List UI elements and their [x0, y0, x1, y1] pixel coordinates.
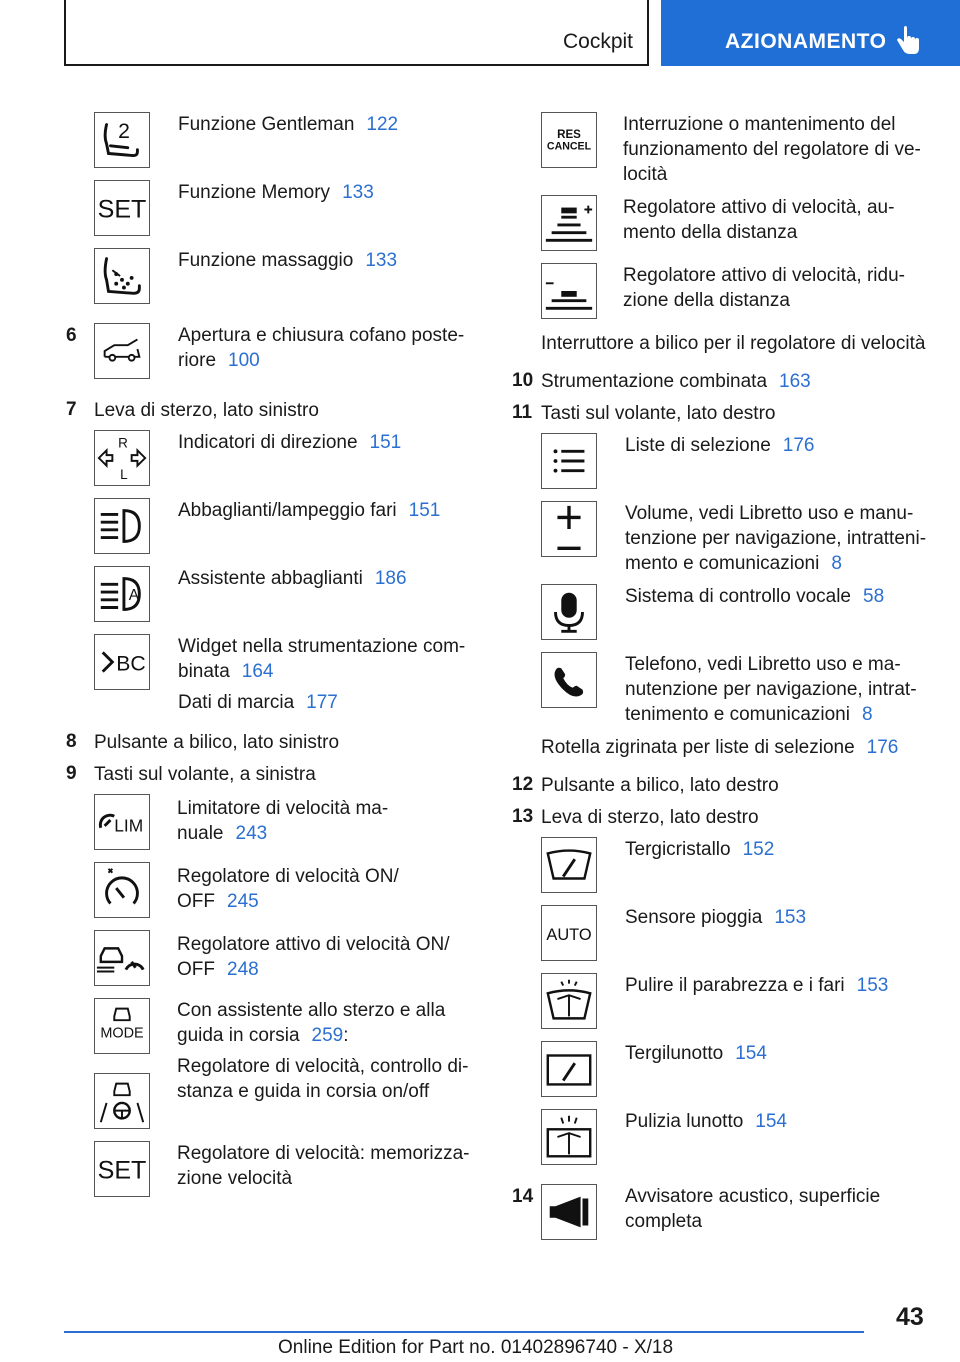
high-beam-assist-label: Assistente abbaglianti 186 [178, 568, 407, 589]
mode-icon [94, 998, 150, 1054]
pointing-hand-icon [895, 26, 921, 56]
page-link[interactable]: 153 [774, 907, 807, 928]
item-7-title: Leva di sterzo, lato sinistro [94, 400, 319, 421]
gentleman-label: Funzione Gentleman 122 [178, 114, 399, 135]
header-chapter-title: AZIONAMENTO [725, 30, 887, 53]
distance-increase-icon [541, 195, 597, 251]
svg-text:A: A [128, 586, 140, 604]
distance-increase-label: Regolatore attivo di velocità, au- mento della distanza [623, 197, 895, 243]
massage-seat-icon [94, 248, 150, 304]
massage-label: Funzione massaggio 133 [178, 250, 398, 271]
speed-memory-set-icon [94, 1141, 150, 1197]
item-number-10: 10 [512, 370, 534, 391]
page-link[interactable]: 100 [228, 350, 260, 371]
item-9-title: Tasti sul volante, a sinistra [94, 764, 316, 785]
page-link[interactable]: 186 [374, 568, 407, 589]
res-cancel-icon [541, 112, 597, 168]
page-link[interactable]: 58 [863, 586, 885, 607]
svg-text:CANCEL: CANCEL [546, 140, 592, 153]
svg-text:LIM: LIM [114, 815, 144, 836]
active-cruise-control-icon [94, 930, 150, 986]
rear-wiper-icon [541, 1041, 597, 1097]
svg-text:RES: RES [557, 129, 581, 142]
page-link[interactable]: 177 [306, 692, 338, 713]
speed-memory-label: Regolatore di velocità: memorizza- zione velocità [177, 1143, 470, 1189]
svg-text:2: 2 [118, 120, 130, 144]
rain-sensor-auto-icon [541, 905, 597, 961]
wiper-label: Tergicristallo 152 [625, 839, 775, 860]
tailgate-icon [94, 323, 150, 379]
windshield-wiper-icon [541, 837, 597, 893]
voice-control-label: Sistema di controllo vocale 58 [625, 586, 885, 607]
page-link[interactable]: 154 [735, 1043, 767, 1064]
page-link[interactable]: 133 [342, 182, 374, 203]
gentleman-seat-icon [94, 112, 150, 168]
cruise-control-label: Regolatore di velocità ON/ OFF 245 [177, 866, 399, 912]
active-cruise-control-label: Regolatore attivo di velocità ON/ OFF 248 [177, 934, 450, 980]
high-beam-assist-icon [94, 566, 150, 622]
svg-text:BC: BC [116, 652, 146, 676]
page-link[interactable]: 245 [227, 891, 259, 912]
windshield-washer-label: Pulire il parabrezza e i fari 153 [625, 975, 889, 996]
memory-label: Funzione Memory 133 [178, 182, 374, 203]
horn-label: Avvisatore acustico, superficie completa [625, 1186, 881, 1232]
lists-label: Liste di selezione 176 [625, 435, 815, 456]
page-link[interactable]: 133 [365, 250, 398, 271]
turn-signal-label: Indicatori di direzione 151 [178, 432, 402, 453]
header-section-box [64, 0, 649, 66]
speed-limiter-icon [94, 794, 150, 850]
rear-washer-icon [541, 1109, 597, 1165]
page-link[interactable]: 176 [866, 737, 899, 758]
svg-text:MODE: MODE [100, 1025, 144, 1042]
item-13-title: Leva di sterzo, lato destro [541, 807, 759, 828]
header-chapter-tab [661, 0, 960, 66]
item-number-6: 6 [66, 325, 77, 346]
rain-sensor-label: Sensore pioggia 153 [625, 907, 807, 928]
svg-text:L: L [120, 467, 128, 483]
rocker-switch-label: Interruttore a bilico per il regolatore di velocità [541, 333, 926, 354]
page-link[interactable]: 8 [861, 704, 873, 725]
page-link[interactable]: 151 [369, 432, 402, 453]
item-10-title: Strumentazione combinata 163 [541, 371, 811, 392]
memory-set-icon [94, 180, 150, 236]
distance-decrease-label: Regolatore attivo di velocità, ridu- zione della distanza [623, 265, 905, 311]
item-number-14: 14 [512, 1186, 534, 1207]
page-link[interactable]: 163 [779, 371, 811, 392]
svg-text:AUTO: AUTO [546, 925, 592, 944]
svg-text:R: R [118, 435, 128, 451]
item-number-7: 7 [66, 399, 77, 420]
cruise-control-icon [94, 862, 150, 918]
footer-rule [64, 1331, 864, 1333]
widget-label: Widget nella strumentazione com- binata 164 Dati di marcia 177 [178, 636, 466, 713]
horn-icon [541, 1184, 597, 1240]
rear-wiper-label: Tergilunotto 154 [625, 1043, 767, 1064]
page-link[interactable]: 176 [782, 435, 815, 456]
item-number-11: 11 [512, 402, 533, 423]
speed-limiter-label: Limitatore di velocità ma- nuale 243 [177, 798, 389, 844]
tailgate-label: Apertura e chiusura cofano poste- riore 100 [178, 325, 465, 371]
header-section-title: Cockpit [562, 30, 633, 53]
distance-decrease-icon [541, 263, 597, 319]
item-number-9: 9 [66, 763, 77, 784]
high-beam-icon [94, 498, 150, 554]
microphone-icon [541, 584, 597, 640]
rear-washer-label: Pulizia lunotto 154 [625, 1111, 787, 1132]
steering-assist-icon [94, 1073, 150, 1129]
phone-icon [541, 652, 597, 708]
page-link[interactable]: 8 [831, 553, 842, 574]
item-number-12: 12 [512, 774, 534, 795]
page-link[interactable]: 122 [366, 114, 399, 135]
page-link[interactable]: 152 [742, 839, 775, 860]
turn-signal-icon [94, 430, 150, 486]
page-link[interactable]: 153 [856, 975, 889, 996]
page-number: 43 [896, 1303, 924, 1331]
item-number-8: 8 [66, 731, 77, 752]
volume-plus-minus-icon [541, 501, 597, 557]
set-icon-text: SET [97, 195, 147, 224]
volume-label: Volume, vedi Libretto uso e manu- tenzione per navigazione, intratteni- mento e comunicazioni 8 [625, 503, 927, 574]
knurled-wheel-label: Rotella zigrinata per liste di selezione 176 [541, 737, 899, 758]
bc-widget-icon [94, 634, 150, 690]
mode-label: Con assistente allo sterzo e alla guida in corsia 259: Regolatore di velocità, controllo di- stanza e guida in corsia on/off [177, 1000, 469, 1102]
page-link[interactable]: 248 [227, 959, 259, 980]
page-link[interactable]: 154 [755, 1111, 787, 1132]
page-link[interactable]: 259 [311, 1025, 344, 1046]
svg-text:SET: SET [97, 1156, 147, 1185]
item-8-title: Pulsante a bilico, lato sinistro [94, 732, 340, 753]
page-link[interactable]: 151 [408, 500, 441, 521]
footer-edition: Online Edition for Part no. 01402896740 - X/18 [278, 1337, 674, 1358]
page-link[interactable]: 243 [235, 823, 268, 844]
page-link[interactable]: 164 [241, 661, 274, 682]
high-beam-label: Abbaglianti/lampeggio fari 151 [178, 500, 441, 521]
item-number-13: 13 [512, 806, 534, 827]
item-11-title: Tasti sul volante, lato destro [541, 403, 776, 424]
phone-label: Telefono, vedi Libretto uso e ma- nutenzione per navigazione, intrat- tenimento e comunicazioni 8 [625, 654, 917, 725]
res-cancel-label: Interruzione o mantenimento del funzionamento del regolatore di ve- locità [623, 114, 921, 185]
windshield-washer-icon [541, 973, 597, 1029]
list-icon [541, 433, 597, 489]
item-12-title: Pulsante a bilico, lato destro [541, 775, 779, 796]
